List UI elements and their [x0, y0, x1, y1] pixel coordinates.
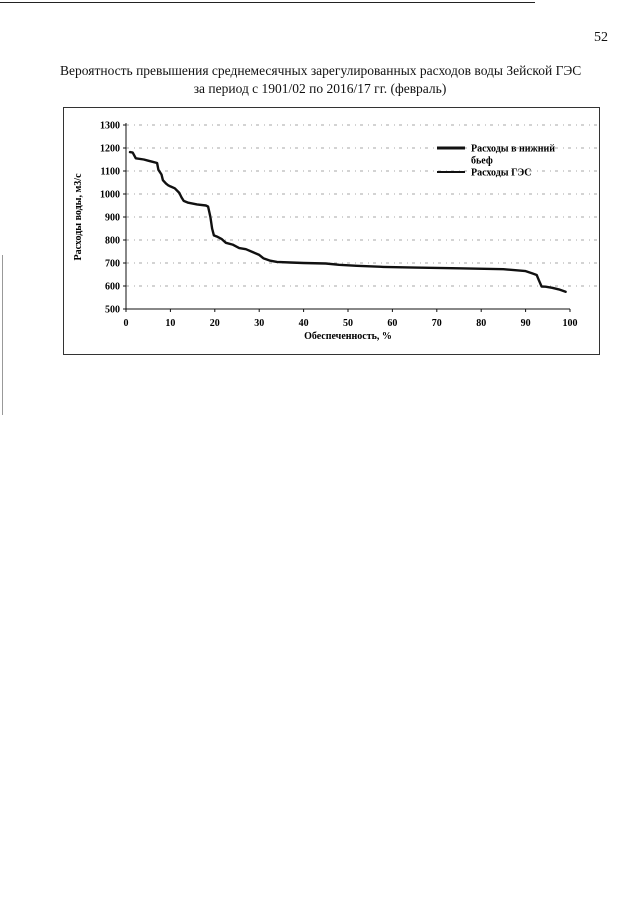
x-tick-label-100: 100	[562, 318, 578, 329]
x-tick-label-60: 60	[387, 318, 398, 329]
x-tick-label-20: 20	[209, 318, 220, 329]
x-tick-label-80: 80	[476, 318, 487, 329]
y-tick-label-1100: 1100	[100, 166, 120, 178]
page-number: 52	[594, 30, 608, 45]
y-tick-label-1300: 1300	[100, 120, 120, 132]
y-tick-label-1200: 1200	[100, 143, 120, 155]
x-tick-label-70: 70	[431, 318, 442, 329]
legend	[437, 144, 555, 179]
legend-label-1: Расходы в нижний бьеф	[471, 143, 556, 167]
x-tick-label-50: 50	[343, 318, 353, 329]
y-tick-label-600: 600	[105, 281, 120, 293]
x-tick-label-30: 30	[254, 318, 265, 329]
x-tick-label-40: 40	[298, 318, 309, 329]
legend-label-2: Расходы ГЭС	[471, 167, 532, 179]
chart-title-line-1: Вероятность превышения среднемесячных зарегулированных расходов воды Зейской ГЭС	[60, 63, 582, 78]
y-tick-label-1000: 1000	[100, 189, 120, 201]
y-tick-label-900: 900	[105, 212, 120, 224]
chart-subtitle: за период с 1901/02 по 2016/17 гг. (февраль)	[193, 81, 447, 96]
x-tick-label-10: 10	[165, 318, 176, 329]
x-axis-title: Обеспеченность, %	[304, 331, 392, 342]
x-tick-label-90: 90	[520, 318, 531, 329]
y-tick-label-500: 500	[105, 304, 120, 316]
y-tick-label-700: 700	[105, 258, 120, 270]
y-tick-label-800: 800	[105, 235, 120, 247]
y-axis-title: Расходы воды, м3/с	[73, 173, 84, 261]
x-tick-label-0: 0	[123, 318, 129, 329]
